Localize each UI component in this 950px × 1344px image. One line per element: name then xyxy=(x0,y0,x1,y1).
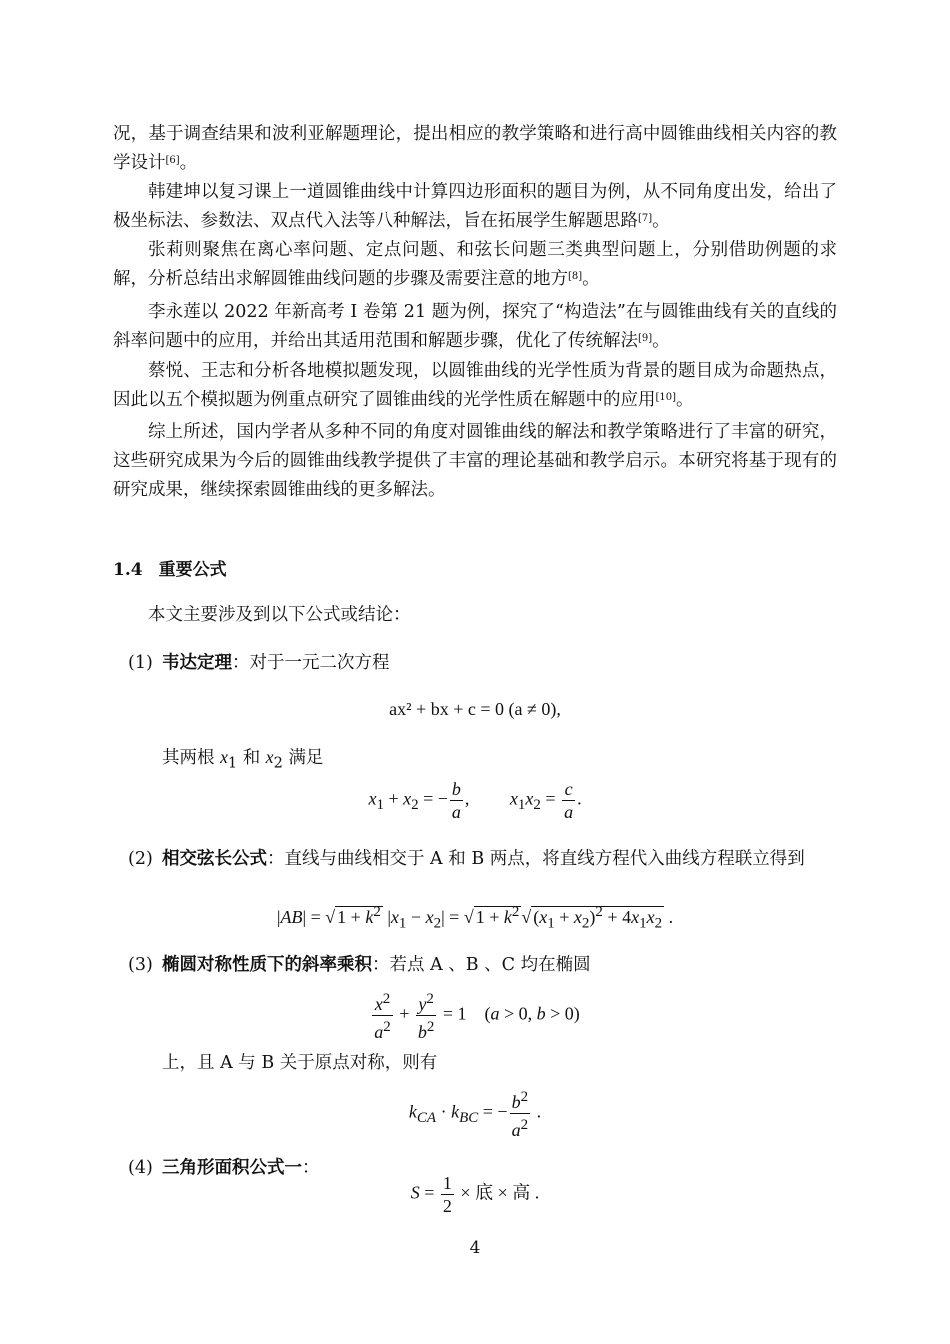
citation-8[interactable]: [8] xyxy=(568,271,583,282)
citation-9[interactable]: [9] xyxy=(638,333,653,344)
item-2-title: 相交弦长公式 xyxy=(162,849,267,869)
triangle-area-formula: S = $\frac{1}{2}$ × 底 × 高 . xyxy=(410,1173,540,1216)
paragraph-1: 韩建坤以复习课上一道圆锥曲线中计算四边形面积的题目为例，从不同角度出发，给出了极坐标法、参数法、双点代入法等八种解法，旨在拓展学生解题思路[7]。 xyxy=(113,182,837,231)
citation-10[interactable]: [10] xyxy=(655,392,677,403)
vieta-roots-line: 其两根 $x_1$ 和 $x_2$ 满足 xyxy=(162,747,324,772)
citation-7[interactable]: [7] xyxy=(638,213,653,224)
paragraph-5: 综上所述，国内学者从多种不同的角度对圆锥曲线的解法和教学策略进行了丰富的研究，这些研究成果为今后的圆锥曲线教学提供了丰富的理论基础和教学启示。本研究将基于现有的研究成果，继续探索圆锥曲线的更多解法。 xyxy=(113,422,837,500)
chord-length-formula: |AB| = √ $1 + k^2$ $|x_1 - x_2|$ = √ $1 + k^2$ √ $(x_1 + x_2)^2 + 4x_1x_2$ . xyxy=(276,904,674,932)
page-number: 4 xyxy=(469,1238,481,1258)
formula-item-1: (1) 韦达定理：对于一元二次方程 xyxy=(128,653,390,673)
intro-text: 本文主要涉及到以下公式或结论： xyxy=(148,605,411,625)
formula-item-3: (3) 椭圆对称性质下的斜率乘积：若点 A 、B 、C 均在椭圆 xyxy=(128,955,591,975)
section-number: 1.4 xyxy=(113,560,143,580)
section-heading xyxy=(113,555,227,580)
formula-item-2: (2) 相交弦长公式：直线与曲线相交于 A 和 B 两点，将直线方程代入曲线方程联立得到 xyxy=(128,849,805,869)
quadratic-equation: ax² + bx + c = 0 (a ≠ 0), xyxy=(389,699,561,719)
item-3-title: 椭圆对称性质下的斜率乘积 xyxy=(162,955,372,975)
section-title: 重要公式 xyxy=(158,560,227,580)
paragraph-2: 张莉则聚焦在离心率问题、定点问题、和弦长问题三类典型问题上，分别借助例题的求解，分析总结出求解圆锥曲线问题的步骤及需要注意的地方[8]。 xyxy=(113,240,837,289)
item-1-title: 韦达定理 xyxy=(162,653,232,673)
paragraph-3: 李永莲以 2022 年新高考 I 卷第 21 题为例，探究了“构造法”在与圆锥曲线有关的直线的斜率问题中的应用，并给出其适用范围和解题步骤，优化了传统解法[9]。 xyxy=(113,302,837,351)
formula-item-4: (4) 三角形面积公式一： xyxy=(128,1158,320,1178)
item-4-title: 三角形面积公式一 xyxy=(162,1158,302,1178)
ellipse-equation: $\frac{x^2}{a^2}$ + $\frac{y^2}{b^2}$ = 1 (a > 0, b > 0) xyxy=(0,988,950,1043)
citation-6[interactable]: [6] xyxy=(165,155,180,166)
paragraph-4: 蔡悦、王志和分析各地模拟题发现，以圆锥曲线的光学性质为背景的题目成为命题热点，因此以五个模拟题为例重点研究了圆锥曲线的光学性质在解题中的应用[10]。 xyxy=(113,361,837,410)
paragraph-0: 况，基于调查结果和波利亚解题理论，提出相应的教学策略和进行高中圆锥曲线相关内容的教学设计[6]。 xyxy=(113,124,837,173)
slope-product-formula: $k_{CA} \cdot k_{BC}$ = − $\frac{b^2}{a^2}$ . xyxy=(0,1086,950,1141)
vieta-formulas: $x_1 + x_2$ = − $\frac{b}{a}$ , $x_1x_2$ = $\frac{c}{a}$ . xyxy=(368,779,582,822)
item-3-after: 上，且 A 与 B 关于原点对称，则有 xyxy=(162,1053,438,1073)
